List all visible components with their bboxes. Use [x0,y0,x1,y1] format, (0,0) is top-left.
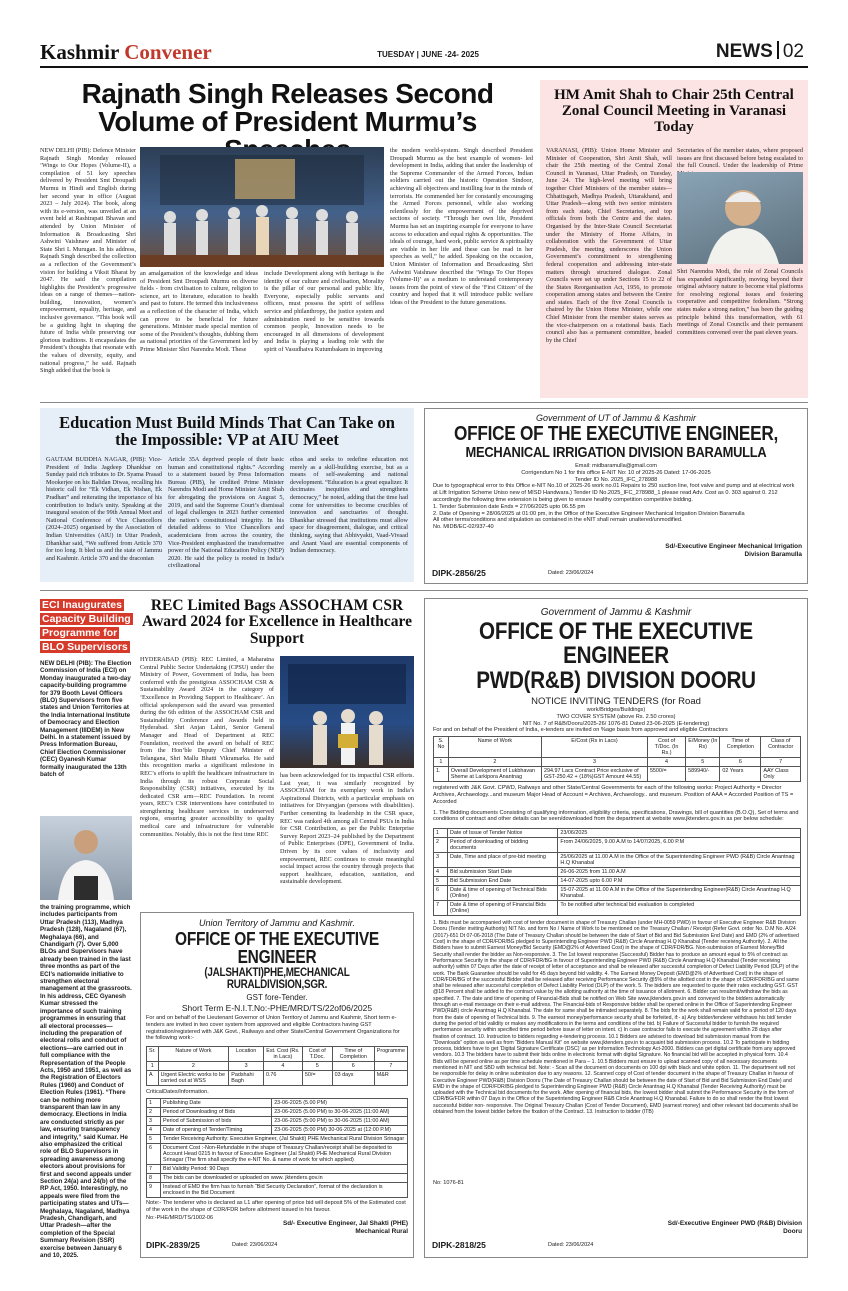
table-cell: 4 [147,1125,161,1134]
table-cell: Period of Submission of bids [161,1116,272,1125]
table-header-row [147,1047,408,1062]
table-header-row [434,737,801,758]
ad-baramulla-dipk: DIPK-2856/25 [432,568,486,578]
table-row [147,1164,408,1173]
table-cell: To be notified after technical bid evaluation is completed [558,901,801,916]
table-cell: 02 Years [720,767,761,782]
ad-dooru-ref: No: 1076-81 [433,1180,464,1187]
ad-baramulla-email: Email: midbaramulla@gmail.com [575,463,657,469]
ad-baramulla-row2: 2. Date of Opening = 28/06/2025 at 01:00 pm, in the Office of the Executive Engineer Mechanical Irrigation Division Baramulla [433,510,745,517]
table-cell: Date & time of opening of Financial Bids (Online) [448,901,558,916]
table-cell: 2 [158,1062,229,1071]
ad-baramulla-corrigendum: Corrigendum No 1 for this office E-NIT No: 10 of 2025-26 Dated: 17-06-2025 [521,469,711,476]
table-cell: 1 [147,1062,159,1071]
ad-jalshakti-intro: For and on behalf of the Lieutenant Governor of Union Territory of Jammu and Kashmir, Short term e-tenders are invited in two cover system from approved and eligible Contractors having GST registration/registered with J&K Govt., Railways and other State/Central Government Organizations for the following work:- [146,1015,400,1042]
table-header-cell: Name of Work [448,737,541,758]
ad-jalshakti-dates-table [146,1098,408,1198]
award-photo-icon [280,656,414,768]
ad-dooru-title1: OFFICE OF THE EXECUTIVE ENGINEER [479,618,753,669]
table-row [434,838,801,853]
table-cell: 25/06/2025 at 11.00 A.M in the Office of the Superintending Engineer PWD (R&B) Circle Anantnag H.Q Khanabal [558,853,801,868]
table-header-cell: Time of Completion [332,1047,374,1062]
table-cell: 23-06-2025 (5:00 PM) to 30-06-2025 (11:00 AM) [272,1116,408,1125]
table-cell: AAY Class Only [761,767,801,782]
table-row [434,767,801,782]
ad-baramulla-dated: Dated: 23/06/2024 [548,570,594,576]
ad-dooru-nit: NIT No. 7 of R&B/Dooru/2025-26/ 1076-81 Dated 23-06-2025 (E-tendering) [522,720,710,727]
table-cell: 2 [434,838,448,853]
ad-jalshakti-note: Note:- The tenderer who is declared as L1 after opening of price bid will deposit 5% of the Estimated cost of the work in the shape of CDR/FDR before allotment issued in his favour. [146,1199,406,1213]
ad-dooru-title2: PWD(R&B) DIVISION DOORU [476,667,756,694]
table-cell: 3 [541,758,647,767]
eci-headline-text: ECI Inaugurates Capacity Building Programme for BLO Supervisors [42,599,131,653]
ad-baramulla-title2: MECHANICAL IRRIGATION DIVISION BARAMULLA [465,444,767,461]
table-cell: 4 [263,1062,302,1071]
table-cell: 6 [147,1143,161,1164]
amitshah-col3: Shri Narendra Modi, the role of Zonal Councils has expanded significantly, moving beyond their original advisory nature to become vital platforms for resolving regional issues and fostering cooperative and competitive federalism. “Strong states make a strong nation,” has been the guiding principle behind this transformation, with 61 meetings of Zonal Councils and their permanent committees convened over the past eleven years. [677,268,803,336]
ad-jalshakti-work-table [146,1046,408,1086]
table-row [147,1062,408,1071]
table-row [434,758,801,767]
rajnath-col1: NEW DELHI (PIB): Defence Minister Rajnath Singh Monday released ‘Wings to Our Hopes (Volume-II), a compilation of 51 key speeches delivered by President Smt Droupadi Murmu in Hindi and English during her second year in office (August 2023 – July 2024). The book, along with its e-version, was unveiled at an event held at Rashtrapati Bhavan and attended by Union Minister of Information & Broadcasting Shri Ashwini Vaishnaw and Minister of State Shri L Murugan. In his address, Rajnath Singh described the collection as a reflection of the Government’s vision for building a Viksit Bharat by 2047. He said the compilation highlights the President’s progressive ideas on a range of themes—nation-building, innovation, women’s empowerment, equality, heritage, and inclusive governance. “This book will be a guiding light in shaping the future of India while preserving our glorious traditions. It encapsulates the President’s thoughts that resonate with the values of diversity, equity, and national progress,” he said. Rajnath Singh added that the book is [40,147,136,375]
table-cell: 15-07-2025 at 11.00 A.M in the Office of the Superintending Engineer(R&B) Circle Anantnag H.Q Khanabal. [558,886,801,901]
ad-dooru-intro: For and on behalf of the President of India, e-tenders are invited on %age basis from approved and eligible Contractors [433,727,728,734]
education-col1: GAUTAM BUDDHA NAGAR, (PIB): Vice-President of India Jagdeep Dhankhar on Sunday paid rich tributes to Dr. Syama Prasad Mookerjee on his Balidan Diwas, recalling his historic call for “Ek Vidhan, Ek Nishan, Ek Pradhan” and reiterating the importance of his contribution to India’s unity. Speaking at the inaugural session of the 99th Annual Meet and National Conference of Vice Chancellors (2024–2025) organised by the Association of Indian Universities (AIU) in Uttar Pradesh, Dhankhar said, “We suffered from Article 370 for too long. It bled us and the state of Jammu and Kashmir. Article 370 and the draconian [46,456,162,562]
eci-col-bottom: the training programme, which includes participants from Uttar Pradesh (113), Madhya Pradesh (128), Nagaland (67), Meghalaya (66), and Chandigarh (7). Over 5,000 BLOs and Supervisors have already been trained in the last three months as part of the ECI’s nationwide initiative to strengthen electoral management at the grassroots. In his address, CEC Gyanesh Kumar stressed the importance of such training programmes in ensuring that all electoral processes—including the preparation of electoral rolls and conduct of elections—are carried out in full compliance with the Representation of the People Acts, 1950 and 1951, as well as the Registration of Electors Rules (1960) and Conduct of Election Rules (1961). “There can be nothing more transparent than law in any democracy. Elections in India are conducted strictly as per law, ensuring transparency and integrity,” said Kumar. He also emphasized the critical role of BLO Supervisors in spreading awareness among electors about provisions for first and second appeals under Section 24(a) and 24(b) of the RP Act, 1950. Interestingly, no appeals were filed from the participating states and UTs—Meghalaya, Nagaland, Madhya Pradesh, Chandigarh, and Uttar Pradesh—after the completion of the Special Summary Revision (SSR) exercise between January 6 and 10, 2025. [40,904,132,1260]
amitshah-photo [677,172,803,264]
table-cell: 6 [720,758,761,767]
table-cell: Period of downloading of bidding documents [448,838,558,853]
ad-dooru-signature: Sd/-Executive Engineer PWD (R&B) Division Dooru [667,1220,802,1235]
table-cell: 589940/- [686,767,720,782]
table-cell: Date, Time and place of pre-bid meeting [448,853,558,868]
table-cell: 23-06-2025 (5.00 PM) [272,1098,408,1107]
table-row [434,868,801,877]
ad-baramulla-ref: No. MIDB/EC-02/937-40 [433,524,494,531]
table-header-cell: Nature of Work [158,1047,229,1062]
table-cell: Instead of EMD the firm has to furnish “Bid Security Declaration”, format of the declaration is enclosed in the Bid Document [161,1182,408,1197]
table-header-cell: Programme [374,1047,407,1062]
table-cell: Publishing Date [161,1098,272,1107]
table-cell: Bid Validity Period: 90 Days [161,1164,408,1173]
table-row [434,829,801,838]
table-header-cell: Location [229,1047,264,1062]
ad-dooru-sub2: TWO COVER SYSTEM (above Rs. 2.50 crores) [556,713,676,720]
table-cell: 7 [434,901,448,916]
ad-jalshakti-title2: (JALSHAKTI)PHE,MECHANICAL RURALDIVISION,SGR. [204,967,350,991]
ad-jalshakti-title1: OFFICE OF THE EXECUTIVE ENGINEER [175,929,379,967]
table-header-cell: Class of Contractor [761,737,801,758]
book-release-photo-icon [140,147,384,267]
rec-headline: REC Limited Bags ASSOCHAM CSR Award 2024 for Excellence in Healthcare Support [142,597,412,647]
table-row [147,1116,408,1125]
table-cell: 4 [647,758,685,767]
masthead-rule [40,66,808,68]
table-cell: 5500/= [647,767,685,782]
table-cell: 1. [434,767,449,782]
ad-jalshakti-critical: CriticalDates/Information. [146,1089,209,1096]
table-cell: Overall Development of Lukbhavan Sheme at Larkipora Anantnag [448,767,541,782]
table-cell: 2 [147,1107,161,1116]
table-cell: 5 [147,1134,161,1143]
section-label [716,41,804,63]
table-row [147,1134,408,1143]
table-cell: M&R [374,1071,407,1086]
table-cell: Padshahi Bagh [229,1071,264,1086]
table-row [147,1107,408,1116]
ad-baramulla-signature: Sd/-Executive Engineer Mechanical Irrigation Division Baramulla [665,543,802,558]
education-col3: ethos and seeks to redefine education not merely as a skill-building exercise, but as a means of self-awakening and national development. “Education is a great equalizer. It decimates inequities and strengthens democracy,” he noted, adding that the time had come for universities to become crucibles of innovation and sanctuaries of thought. Dhankhar stressed that institutions must allow space for disagreement, dialogue, and critical thinking, saying that Abhivyakti, Vaad-Vivaad and Anant Vaad are essential components of Indian democracy. [290,456,408,555]
eci-col-top: NEW DELHI (PIB): The Election Commission of India (ECI) on Monday inaugurated a two-day capacity-building programme for 379 Booth Level Officers (BLO) Supervisors from five states and Union Territories at the India International Institute of Democracy and Election Management (IIIDEM) in New Delhi. In a statement issued by Press Information Bureau, Chief Election Commissioner (CEC) Gyanesh Kumar formally inaugurated the 13th batch of [40,660,132,779]
table-row [147,1098,408,1107]
ad-jalshakti-dated: Dated: 23/06/2024 [232,1242,278,1248]
ad-dooru-schedule-table [433,828,801,916]
rajnath-col4: the modern world-system. Singh described President Droupadi Murmu as the best example of women- led development in India, adding that under the leadership of the Supreme Commander of the Armed Forces, Indian soldiers carried out the historic Operation Sindoor, achieving all objectives and instilling fear in the minds of terrorists. He commended her for constantly encouraging the Armed Forces personnel, while also working relentlessly for the empowerment of the deprived sections of society. “Through her own life, President Murmu has set an inspiring example for everyone to have access to education and equal rights & opportunities. The ideals of courage, hard work, public service & spirituality are visible in her life and these can be read in her speeches as well,” he added. Speaking on the occasion, Union Minister of Information and Broadcasting Shri Ashwini Vaishnaw described the ‘Wings To Our Hopes (Volume-II)’ as a medium to understand contemporary issues from the point of view of the ‘First Citizen’ of the country and hoped that it will introduce public welfare ideas of the President to the future generations. [390,147,533,306]
ad-baramulla-title1: OFFICE OF THE EXECUTIVE ENGINEER, [453,423,779,445]
education-headline: Education Must Build Minds That Can Take on the Impossible: VP at AIU Meet [59,413,395,450]
ad-jalshakti-gov: Union Territory of Jammu and Kashmir. [199,918,355,928]
table-cell: Date of Issue of Tender Notice [448,829,558,838]
table-cell: 7 [374,1062,407,1071]
table-cell: 7 [147,1164,161,1173]
rec-col2: has been acknowledged for its impactful CSR efforts. Last year, it was similarly recognized by ASSOCHAM for its exemplary work in India’s Aspirational Districts, with a particular emphasis on initiatives for Divyangjan (persons with disabilities). Further cementing its leadership in the CSR space, REC was ranked 4th among all Central PSUs in India for CSR Contribution, as per the Public Enterprise Survey Report 2023–24 published by the Department of Public Enterprises (DPE), Government of India. Driven by its core values of inclusivity and empowerment, REC continues to create meaningful social impact across the country through projects that support healthcare, education, sanitation, and sustainable development. [280,772,414,886]
masthead-logo [40,40,212,65]
table-cell: 3 [147,1116,161,1125]
amitshah-col2: Secretaries of the member states, where proposed issues are first discussed before being escalated to the full Council. Under the leadership of Prime [677,147,803,170]
table-cell: 1 [434,829,448,838]
ad-baramulla-gov: Government of UT of Jammu & Kashmir [535,413,697,423]
table-row [147,1143,408,1164]
table-cell: 1 [434,758,449,767]
table-cell: Period of Downloading of Bids [161,1107,272,1116]
ad-dooru-sub1: work/Bridges/Buildings) [586,707,646,713]
table-row [434,886,801,901]
ad-dooru-gov: Government of Jammu & Kashmir [540,607,692,618]
table-cell: 1 [147,1098,161,1107]
ad-dooru-para2: 1. The Bidding documents Consisting of qualifying information, eligibility criteria, specifications, Drawings, bill of quantities (B.O.Q), Set of terms and conditions of contract and other details can be seen/downloaded from the department at website www.jktenders.gov.in as per below schedule: [433,809,799,823]
table-cell: 5 [686,758,720,767]
table-cell: 23-06-2025 (5:00 PM) 30-06-2025 at (12:00 P.M) [272,1125,408,1134]
speaker-photo-icon [40,816,132,900]
rajnath-col2: an amalgamation of the knowledge and ideas of President Smt Droupadi Murmu on diverse fields - from civilisation to culture, religion to science, art to literature, education to health and past to future. He termed this inclusiveness as a reflection of the character of India, which can prove to be beneficial for future generations. Minister made special mention of some of the President’s thoughts, dubbing them as national priorities of the Government led by Prime Minister Shri Narendra Modi. These [140,270,258,353]
ad-jalshakti-dipk: DIPK-2839/25 [146,1240,200,1250]
table-header-cell: Est. Cost (Rs. in Lacs) [263,1047,302,1062]
table-header-cell: E/Cost (Rs in Lacs) [541,737,647,758]
table-cell: Urgent Electric works to be carried out at WSS [158,1071,229,1086]
table-cell: 2 [448,758,541,767]
table-cell: 3 [229,1062,264,1071]
table-cell: 23/06/2025 [558,829,801,838]
table-cell: 6 [434,886,448,901]
table-cell: 3 [434,853,448,868]
eci-photo [40,816,132,900]
ad-dooru-dated: Dated: 23/06/2024 [548,1242,594,1248]
ad-jalshakti-ref: No:-PHE/MRD/TS/1002-06 [146,1214,214,1221]
ad-baramulla-row1: 1. Tender Submission date Ends = 27/06/2025 upto 06.55 pm [433,503,586,510]
table-header-cell: S. No [434,737,449,758]
table-cell: 03 days [332,1071,374,1086]
table-cell: A [147,1071,159,1086]
ad-dooru-para1: registered with J&K Govt. CPWD, Railways and other State/Central Governments for each of the following works: Project Authority = Director Archives, Archaeology...and museum Major Head of Account = Archives, Archaeology.. and museum. Position of AAA = Accorded Position of TS = Accorded [433,785,794,805]
table-header-cell: Time of Completion [720,737,761,758]
table-cell: 0.76 [263,1071,302,1086]
rajnath-photo [140,147,384,267]
dateline: TUESDAY | JUNE -24- 2025 [377,50,479,59]
rajnath-headline: Rajnath Singh Releases Second Volume of President Murmu’s [81,78,494,137]
rajnath-col3: include Development along with heritage is the identity of our culture and civilisation, Morality is the pillar of our personal and public life, Everyone, especially public servants and officers, must possess the spirit of selfless service and philanthropy, the justice system and administration need to be sensitive towards common people, Innovation needs to be encouraged in all dimensions of development and India is playing a leading role with the spirit of Vasudhaiva Kutumbakam in improving [264,270,384,353]
table-cell: 14-07-2025 upto 6.00 P.M [558,877,801,886]
ad-dooru-notice: NOTICE INVITING TENDERS (for Road [531,696,701,707]
table-cell: 6 [332,1062,374,1071]
ad-dooru-dipk: DIPK-2818/25 [432,1240,486,1250]
ad-dooru-terms: 1. Bids must be accompanied with cost of tender document in shape of Treasury Challan (under MH-0059 PWD) in favour of Executive Engineer R&B Division Dooru (Tender inviting Authority) NIT No. and form No / Name of Work to be mentioned on the Treasury Challan / Receipt (Refer Govt. order No. D.M No. A/24 (2017)-651 Dt 07-06-2018 (The Date of Treasury Challan should be between the date of Start of Bid and Bid Submission End Date) and EMD (2% of advertised Cost) in the shape of CDR/FDR/BG pledged to Superintending Engineer PWD (R&B) Circle Anantnag H.Q Khanabal (Tender receiving Authority). 2. All the Bidders have to submit Earnest Money/Bid Security (EMD@2% of Advertised Cost) in the shape of CDR/FDR/BG. Non-submission of Earnest Money/Bid Security shall render the bidder as Non-responsive. 3. The 1st lowest responsive (Successful) Bidder has to produce an amount equal to 5% of contract as Performance Security in the shape of CDR/FDR/BG in favour of Superintending Engineer PWD (R&B) Circle Anantnag H.Q Khanabal (Tender receiving authority) within 07 Days after the date of receipt of letter of acceptance and shall be released after successful completion of Defect Liability Period (DLP) of the work. The Bank Guarantee should be valid for 45 days beyond bid validity. 4. The Earnest Money Deposit (EMD@2% of Advertised Cost) in the shape of CDR/FDR/BG of the successful Bidder shall be released after receiving Performance Security @5% of the allotted cost in the shape of CDR/FDR/BG and same shall be released after successful completion of Defect Liability Period (DLP) of the work. 5. The bidders are requested to quote their rates excluding GST. GST @18 Percent shall be added to the contract value by the allotting authority at the time of issuance of allotment. 6. Bidder can resubmit/withdraw the bids as specified. 7. The date and time of opening of Financial-Bids shall be notified on Web Site www.jktenders.gov.in and conveyed to the bidders automatically through an e-mail message on their e-mail address. The Financial-bids of Responsive bidder shall be opened online in the Office of Superintending Engineer PWD(R&B) circle Anantnag H.Q Khanabal. The date for same shall be intimated separately. 8. The bids for the work shall remain valid for a period of 120 days from the date of opening of Technical bids. 9. The earnest money/performance security shall be forfeited, if:- a) Any bidder/tenderer withdraws his bid/ tender during the period of bid validity or makes any modifications in the terms and conditions of the bid. b) Failure of Successful bidder to furnish the required performance security within specified time period before issue of letter on intent. c) In case contractor fails to execute the agreement within 28 days after fixation of contract. 10. Instruction to bidders regarding e-tendering process. 10.1 Bidders are advised to download bid submission manual from the “Downloads” option as well as from “Bidders Manual Kit” on website www.jktenders.gov.in to acquaint bid submission process. 10.2 To participate in bidding process, bidders have to get ‘Digital Signature Certificate (DSC)’ as per Information Technology Act-2000. Bidders can get digital certificate from any approved vendors. 10.3 The bidders have to submit their bids online in electronic format with digital Signature. No financial bid will be accepted in physical form. 10.4 Bids will be opened online as per time schedule mentioned in Para – 1. 10.5 Bidders must ensure to upload scanned copy of all necessary documents mentioned in NIT and SBD with technical bid. Note: - Scan all the document on documents on 100 dpi with black and white option. 11. The department will not be responsible for delay in online submission due to any reasons. 12. Scanned copy of Cost of tender document in the shape of Treasury Challan in favour of Executive Engineer PWD(R&B) Division Dooru (The Date of Treasury Challan should be between the date of Start of Bid and Bid Submission End Date) and EMD in the shape of CDR/FDR/BG pledged to Superintending Engineer PWD (R&B) Circle Anantnag H.Q Khanabal (Tender Receiving Authority) must be uploaded with the Technical bid documents for the work. After opening of financial bids, the lowest bidder shall submit the Performance Security in the form of CDR/BG/FDR within 07 Days in the Office of the Superintending Engineer R&B Circle Anantnag H.Q Khanabal. Failure to do so shall render the first lowest successful bidder non- responsive. The Original Treasury Challan (Cost of Tender Document), EMD (earnest money) and other relevant bid documents shall be obtained from the lowest bidder before the fixation of the Contract. 13. Instruction to bidder (ITB) [433,920,799,1116]
section-divider [777,41,779,59]
table-row [147,1071,408,1086]
eci-headline [40,598,132,654]
section-name: NEWS [715,41,773,62]
table-cell: 5 [302,1062,332,1071]
ad-baramulla-tender-id: Tender ID No. 2025_IFC_278988 [574,476,658,483]
table-row [434,901,801,916]
table-cell: Date of opening of Tender/Timing [161,1125,272,1134]
table-cell: Tender Receiving Authority: Executive Engineer, (Jal Shakti) PHE Mechanical Rural Division Srinagar [161,1134,408,1143]
amitshah-col1: VARANASI, (PIB): Union Home Minister and Minister of Cooperation, Shri Amit Shah, will chair the 25th meeting of the Central Zonal Council in Varanasi, Uttar Pradesh, on Tuesday, June 24. The high-level meeting will bring together Chief Ministers of the member states—Chhattisgarh, Madhya Pradesh, Uttarakhand, and Uttar Pradesh—along with two senior ministers from each state, Chief Secretaries, and top officials from both the Centre and the states. Organised by the Inter-State Council Secretariat under the Ministry of Home Affairs, in collaboration with the Government of Uttar Pradesh, the meeting underscores the Union Government’s commitment to strengthening federal cooperation and addressing inter-state matters through structured dialogue. Zonal Councils were set up under Sections 15 to 22 of the States Reorganisation Act, 1956, to promote cooperation among states and between the Centre and states. Each of the five Zonal Councils is chaired by the Union Home Minister, while one Chief Minister from the member states serves as the vice-chairperson on a rotational basis. Each council also has a permanent committee, headed by the Chief [546,147,672,344]
table-cell: Bid Submission End Date [448,877,558,886]
ad-jalshakti [140,912,414,1258]
table-row [147,1182,408,1197]
ad-baramulla-row3: All other terms/conditions and stipulation as contained in the eNIT shall remain unaltered/unmodified. [433,517,683,524]
table-cell: 5 [434,877,448,886]
table-cell: Document Cost :-Non-Refundable in the shape of Treasury Challan/receipt shall be deposited to Account Head 0215 in favour of Executive Engineer (Jal Shakti) PHE Mechanical Rural Division Srinagar (The firm shall specify the e-NIT No. & name of work for which applied) [161,1143,408,1164]
table-header-cell: E/Money (In Rs) [686,737,720,758]
table-cell: 7 [761,758,801,767]
table-cell: 8 [147,1173,161,1182]
table-cell: Bid submission Start Date [448,868,558,877]
table-row [434,853,801,868]
section-divider-line [40,590,808,591]
table-row [434,877,801,886]
table-cell: 23-06-2025 (5.00 PM) to 30-06-2025 (11:00 AM) [272,1107,408,1116]
table-row [147,1173,408,1182]
portrait-photo-icon [677,172,803,264]
brand-name-accent: Convener [124,40,212,64]
brand-name: Kashmir [40,40,119,64]
table-header-cell: Cost of T/Doc. (In Rs.) [647,737,685,758]
table-cell: 294.97 Lacs Contract Price exclusive of GST-250.42 + (18%)GST Amount 44.55) [541,767,647,782]
ad-dooru-work-table [433,736,801,782]
table-header-cell: Cost of T.Doc. [302,1047,332,1062]
page-number: 02 [782,41,804,62]
rec-col1: HYDERABAD (PIB): REC Limited, a Maharatna Central Public Sector Undertaking (CPSU) under the Ministry of Power, Government of India, has been conferred with the prestigious ASSOCHAM CSR & Sustainability Award 2024 in the category of ‘Excellence in Providing Support to Healthcare’. An official spokesperson said the award was presented during the 6th edition of the ASSOCHAM CSR and Sustainability Conference and Awards held in Hyderabad. Shri Anjan Lahiri, Senior General Manager and Head of Department at REC Foundation, received the award on behalf of REC from the Hon’ble Deputy Chief Minister of Telangana, Shri Mallu Bhatti Vikramarka. He said this recognition marks a significant milestone in REC’s efforts to uplift the healthcare infrastructure in India through its robust Corporate Social Responsibility (CSR) initiatives, executed by its dedicated CSR arm—REC Foundation. In recent years, REC’s CSR interventions have contributed to strengthening healthcare services in underserved regions, ensuring greater accessibility to quality medical care and infrastructure for vulnerable communities. Notably, this is not the first time REC [140,656,274,838]
table-cell: The bids can be downloaded or uploaded on www. jktenders.gov.in [161,1173,408,1182]
ad-jalshakti-sub2: Short Term E-N.I.T.No:-PHE/MRD/TS/22of06/2025 [181,1003,373,1013]
table-header-cell: Sr. [147,1047,159,1062]
table-row [147,1125,408,1134]
table-cell: 9 [147,1182,161,1197]
table-cell: 50/= [302,1071,332,1086]
ad-baramulla-body: Due to typographical error to this Office e-NIT No.10 of 2025-26 work no.01 Repairs to 250 suction line, foot valve and pump and at electrical work at Lift Irrigation Scheme Uniso new of MISD Handwara.) Tender ID No.2025_IFC_278988_1 please read Adv. Cost as 0. 303 against 0. 212 accordingly the following time extension is being given to ensure healthy competition competitive bidding. [433,483,795,503]
amitshah-headline: HM Amit Shah to Chair 25th Central Zonal Council Meeting in Varanasi Today [554,87,794,135]
section-divider-line [40,402,808,403]
table-cell: From 24/06/2025, 9.00 A.M to 14/07/2025, 6.00 P.M [558,838,801,853]
table-cell: 26-06-2025 from 11.00 A.M [558,868,801,877]
table-cell: 4 [434,868,448,877]
ad-jalshakti-sub1: GST fore-Tender. [246,993,308,1002]
rec-photo [280,656,414,768]
table-cell: Date & time of opening of Technical Bids (Online) [448,886,558,901]
ad-dooru [424,598,808,1258]
education-col2: Article 35A deprived people of their basic human and constitutional rights.” According to a statement issued by Press Information Bureau (PIB), he credited Prime Minister Narendra Modi and Home Minister Amit Shah for abrogating the provisions on August 5, 2019, and said the Supreme Court’s dismissal of legal challenges in 2023 further cemented the nation’s constitutional integrity. In his detailed address to Vice Chancellors and academicians from across the country, the Vice-President emphasized the transformative power of the National Education Policy (NEP) 2020. He said the policy is rooted in India’s civilizational [168,456,284,570]
ad-jalshakti-signature: Sd/- Executive Engineer, Jal Shakti (PHE) Mechanical Rural [282,1220,408,1235]
